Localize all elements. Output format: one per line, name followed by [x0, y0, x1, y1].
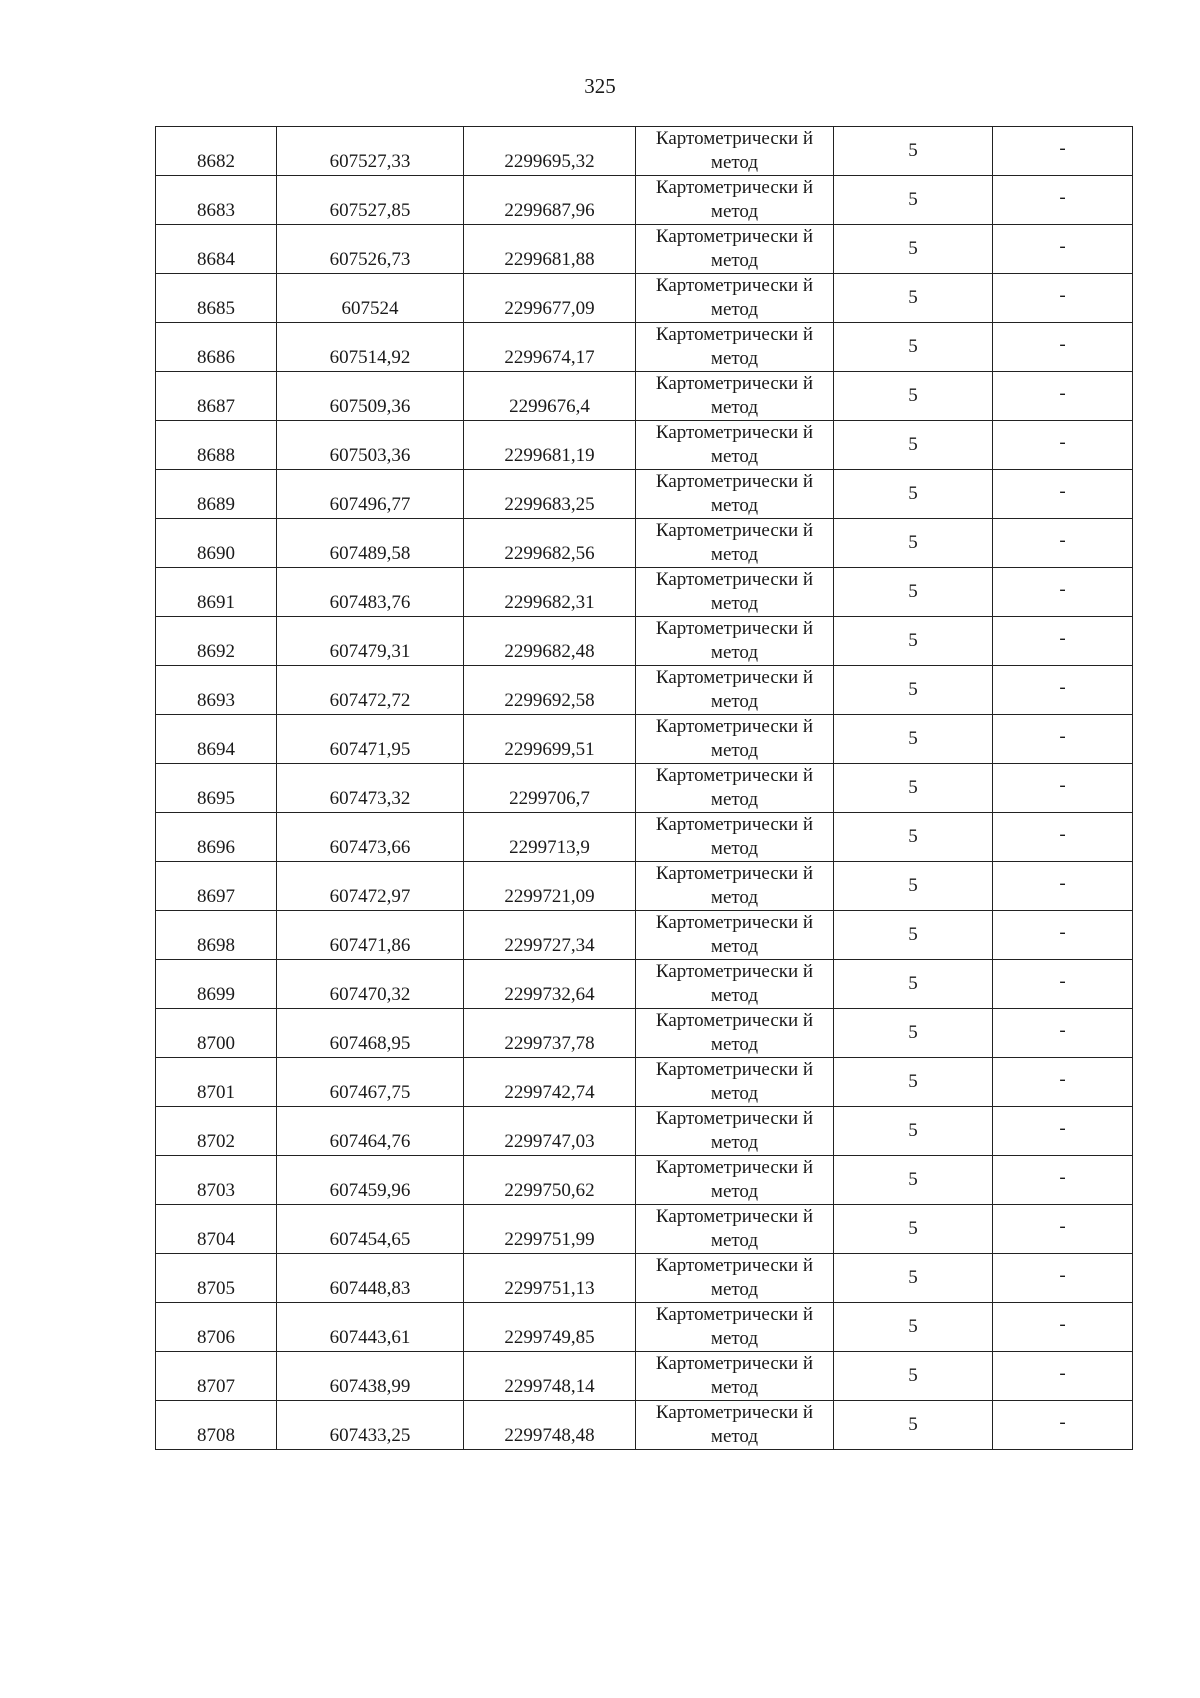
note-cell: - — [993, 1107, 1133, 1156]
y-coordinate-cell: 2299732,64 — [464, 960, 636, 1009]
y-coordinate-cell: 2299695,32 — [464, 127, 636, 176]
x-coordinate-cell: 607473,66 — [277, 813, 464, 862]
point-number-cell: 8697 — [156, 862, 277, 911]
y-coordinate-cell: 2299750,62 — [464, 1156, 636, 1205]
point-number-cell: 8685 — [156, 274, 277, 323]
point-number-cell: 8689 — [156, 470, 277, 519]
table-row — [156, 323, 1133, 372]
x-coordinate-cell: 607459,96 — [277, 1156, 464, 1205]
table-row — [156, 274, 1133, 323]
x-coordinate-cell: 607483,76 — [277, 568, 464, 617]
y-coordinate-cell: 2299682,56 — [464, 519, 636, 568]
note-cell: - — [993, 470, 1133, 519]
y-coordinate-cell: 2299748,48 — [464, 1401, 636, 1450]
y-coordinate-cell: 2299682,48 — [464, 617, 636, 666]
method-cell: Картометрически й метод — [636, 176, 834, 225]
method-cell: Картометрически й метод — [636, 372, 834, 421]
x-coordinate-cell: 607503,36 — [277, 421, 464, 470]
accuracy-cell: 5 — [834, 225, 993, 274]
table-row — [156, 666, 1133, 715]
x-coordinate-cell: 607468,95 — [277, 1009, 464, 1058]
point-number-cell: 8695 — [156, 764, 277, 813]
note-cell: - — [993, 421, 1133, 470]
method-cell: Картометрически й метод — [636, 911, 834, 960]
method-cell: Картометрически й метод — [636, 1205, 834, 1254]
method-cell: Картометрически й метод — [636, 127, 834, 176]
point-number-cell: 8702 — [156, 1107, 277, 1156]
method-cell: Картометрически й метод — [636, 225, 834, 274]
accuracy-cell: 5 — [834, 764, 993, 813]
point-number-cell: 8688 — [156, 421, 277, 470]
table-row — [156, 1107, 1133, 1156]
point-number-cell: 8708 — [156, 1401, 277, 1450]
y-coordinate-cell: 2299748,14 — [464, 1352, 636, 1401]
note-cell: - — [993, 176, 1133, 225]
table-row — [156, 1058, 1133, 1107]
accuracy-cell: 5 — [834, 1156, 993, 1205]
y-coordinate-cell: 2299676,4 — [464, 372, 636, 421]
note-cell: - — [993, 960, 1133, 1009]
note-cell: - — [993, 127, 1133, 176]
point-number-cell: 8684 — [156, 225, 277, 274]
y-coordinate-cell: 2299727,34 — [464, 911, 636, 960]
accuracy-cell: 5 — [834, 813, 993, 862]
y-coordinate-cell: 2299713,9 — [464, 813, 636, 862]
accuracy-cell: 5 — [834, 960, 993, 1009]
point-number-cell: 8705 — [156, 1254, 277, 1303]
point-number-cell: 8706 — [156, 1303, 277, 1352]
method-cell: Картометрически й метод — [636, 813, 834, 862]
table-row — [156, 617, 1133, 666]
coordinates-table — [155, 126, 1133, 1450]
y-coordinate-cell: 2299751,99 — [464, 1205, 636, 1254]
y-coordinate-cell: 2299737,78 — [464, 1009, 636, 1058]
accuracy-cell: 5 — [834, 1401, 993, 1450]
note-cell: - — [993, 323, 1133, 372]
x-coordinate-cell: 607467,75 — [277, 1058, 464, 1107]
note-cell: - — [993, 911, 1133, 960]
note-cell: - — [993, 1058, 1133, 1107]
table-row — [156, 470, 1133, 519]
table-row — [156, 862, 1133, 911]
method-cell: Картометрически й метод — [636, 960, 834, 1009]
x-coordinate-cell: 607443,61 — [277, 1303, 464, 1352]
method-cell: Картометрически й метод — [636, 470, 834, 519]
table-row — [156, 1156, 1133, 1205]
y-coordinate-cell: 2299683,25 — [464, 470, 636, 519]
accuracy-cell: 5 — [834, 1058, 993, 1107]
point-number-cell: 8690 — [156, 519, 277, 568]
accuracy-cell: 5 — [834, 1205, 993, 1254]
y-coordinate-cell: 2299749,85 — [464, 1303, 636, 1352]
x-coordinate-cell: 607496,77 — [277, 470, 464, 519]
x-coordinate-cell: 607471,95 — [277, 715, 464, 764]
table-row — [156, 764, 1133, 813]
table-row — [156, 1205, 1133, 1254]
x-coordinate-cell: 607438,99 — [277, 1352, 464, 1401]
method-cell: Картометрически й метод — [636, 1254, 834, 1303]
accuracy-cell: 5 — [834, 1303, 993, 1352]
x-coordinate-cell: 607471,86 — [277, 911, 464, 960]
method-cell: Картометрически й метод — [636, 274, 834, 323]
note-cell: - — [993, 1352, 1133, 1401]
method-cell: Картометрически й метод — [636, 1107, 834, 1156]
method-cell: Картометрически й метод — [636, 764, 834, 813]
table-row — [156, 1303, 1133, 1352]
y-coordinate-cell: 2299747,03 — [464, 1107, 636, 1156]
table-row — [156, 715, 1133, 764]
accuracy-cell: 5 — [834, 617, 993, 666]
point-number-cell: 8694 — [156, 715, 277, 764]
accuracy-cell: 5 — [834, 862, 993, 911]
accuracy-cell: 5 — [834, 666, 993, 715]
accuracy-cell: 5 — [834, 127, 993, 176]
x-coordinate-cell: 607470,32 — [277, 960, 464, 1009]
x-coordinate-cell: 607472,97 — [277, 862, 464, 911]
x-coordinate-cell: 607526,73 — [277, 225, 464, 274]
y-coordinate-cell: 2299699,51 — [464, 715, 636, 764]
page-number: 325 — [584, 74, 616, 98]
y-coordinate-cell: 2299677,09 — [464, 274, 636, 323]
accuracy-cell: 5 — [834, 1107, 993, 1156]
point-number-cell: 8704 — [156, 1205, 277, 1254]
method-cell: Картометрически й метод — [636, 1401, 834, 1450]
y-coordinate-cell: 2299706,7 — [464, 764, 636, 813]
accuracy-cell: 5 — [834, 1352, 993, 1401]
x-coordinate-cell: 607524 — [277, 274, 464, 323]
y-coordinate-cell: 2299692,58 — [464, 666, 636, 715]
point-number-cell: 8698 — [156, 911, 277, 960]
x-coordinate-cell: 607473,32 — [277, 764, 464, 813]
point-number-cell: 8683 — [156, 176, 277, 225]
x-coordinate-cell: 607448,83 — [277, 1254, 464, 1303]
point-number-cell: 8682 — [156, 127, 277, 176]
accuracy-cell: 5 — [834, 323, 993, 372]
coordinates-table-body — [156, 127, 1133, 1450]
x-coordinate-cell: 607479,31 — [277, 617, 464, 666]
note-cell: - — [993, 225, 1133, 274]
note-cell: - — [993, 862, 1133, 911]
note-cell: - — [993, 1401, 1133, 1450]
point-number-cell: 8687 — [156, 372, 277, 421]
table-row — [156, 1352, 1133, 1401]
point-number-cell: 8696 — [156, 813, 277, 862]
accuracy-cell: 5 — [834, 715, 993, 764]
note-cell: - — [993, 1205, 1133, 1254]
y-coordinate-cell: 2299721,09 — [464, 862, 636, 911]
note-cell: - — [993, 1009, 1133, 1058]
method-cell: Картометрически й метод — [636, 1058, 834, 1107]
accuracy-cell: 5 — [834, 421, 993, 470]
method-cell: Картометрически й метод — [636, 1352, 834, 1401]
y-coordinate-cell: 2299682,31 — [464, 568, 636, 617]
point-number-cell: 8692 — [156, 617, 277, 666]
table-row — [156, 960, 1133, 1009]
point-number-cell: 8701 — [156, 1058, 277, 1107]
y-coordinate-cell: 2299751,13 — [464, 1254, 636, 1303]
point-number-cell: 8707 — [156, 1352, 277, 1401]
accuracy-cell: 5 — [834, 1009, 993, 1058]
table-row — [156, 519, 1133, 568]
x-coordinate-cell: 607433,25 — [277, 1401, 464, 1450]
point-number-cell: 8699 — [156, 960, 277, 1009]
y-coordinate-cell: 2299681,88 — [464, 225, 636, 274]
y-coordinate-cell: 2299742,74 — [464, 1058, 636, 1107]
table-row — [156, 1009, 1133, 1058]
method-cell: Картометрически й метод — [636, 1303, 834, 1352]
table-row — [156, 372, 1133, 421]
note-cell: - — [993, 274, 1133, 323]
x-coordinate-cell: 607509,36 — [277, 372, 464, 421]
method-cell: Картометрически й метод — [636, 421, 834, 470]
note-cell: - — [993, 372, 1133, 421]
note-cell: - — [993, 1156, 1133, 1205]
table-row — [156, 813, 1133, 862]
x-coordinate-cell: 607472,72 — [277, 666, 464, 715]
table-row — [156, 911, 1133, 960]
accuracy-cell: 5 — [834, 519, 993, 568]
y-coordinate-cell: 2299674,17 — [464, 323, 636, 372]
x-coordinate-cell: 607514,92 — [277, 323, 464, 372]
point-number-cell: 8691 — [156, 568, 277, 617]
note-cell: - — [993, 715, 1133, 764]
point-number-cell: 8693 — [156, 666, 277, 715]
method-cell: Картометрически й метод — [636, 1156, 834, 1205]
method-cell: Картометрически й метод — [636, 862, 834, 911]
method-cell: Картометрически й метод — [636, 666, 834, 715]
point-number-cell: 8703 — [156, 1156, 277, 1205]
note-cell: - — [993, 764, 1133, 813]
note-cell: - — [993, 617, 1133, 666]
table-row — [156, 176, 1133, 225]
method-cell: Картометрически й метод — [636, 1009, 834, 1058]
method-cell: Картометрически й метод — [636, 323, 834, 372]
method-cell: Картометрически й метод — [636, 519, 834, 568]
y-coordinate-cell: 2299681,19 — [464, 421, 636, 470]
point-number-cell: 8686 — [156, 323, 277, 372]
x-coordinate-cell: 607454,65 — [277, 1205, 464, 1254]
y-coordinate-cell: 2299687,96 — [464, 176, 636, 225]
table-row — [156, 225, 1133, 274]
accuracy-cell: 5 — [834, 274, 993, 323]
point-number-cell: 8700 — [156, 1009, 277, 1058]
accuracy-cell: 5 — [834, 568, 993, 617]
method-cell: Картометрически й метод — [636, 568, 834, 617]
note-cell: - — [993, 1254, 1133, 1303]
x-coordinate-cell: 607489,58 — [277, 519, 464, 568]
table-row — [156, 1401, 1133, 1450]
x-coordinate-cell: 607527,85 — [277, 176, 464, 225]
note-cell: - — [993, 519, 1133, 568]
note-cell: - — [993, 568, 1133, 617]
table-row — [156, 421, 1133, 470]
table-row — [156, 127, 1133, 176]
note-cell: - — [993, 666, 1133, 715]
x-coordinate-cell: 607527,33 — [277, 127, 464, 176]
accuracy-cell: 5 — [834, 1254, 993, 1303]
accuracy-cell: 5 — [834, 372, 993, 421]
table-row — [156, 568, 1133, 617]
note-cell: - — [993, 1303, 1133, 1352]
method-cell: Картометрически й метод — [636, 617, 834, 666]
accuracy-cell: 5 — [834, 470, 993, 519]
x-coordinate-cell: 607464,76 — [277, 1107, 464, 1156]
method-cell: Картометрически й метод — [636, 715, 834, 764]
note-cell: - — [993, 813, 1133, 862]
accuracy-cell: 5 — [834, 176, 993, 225]
table-row — [156, 1254, 1133, 1303]
accuracy-cell: 5 — [834, 911, 993, 960]
